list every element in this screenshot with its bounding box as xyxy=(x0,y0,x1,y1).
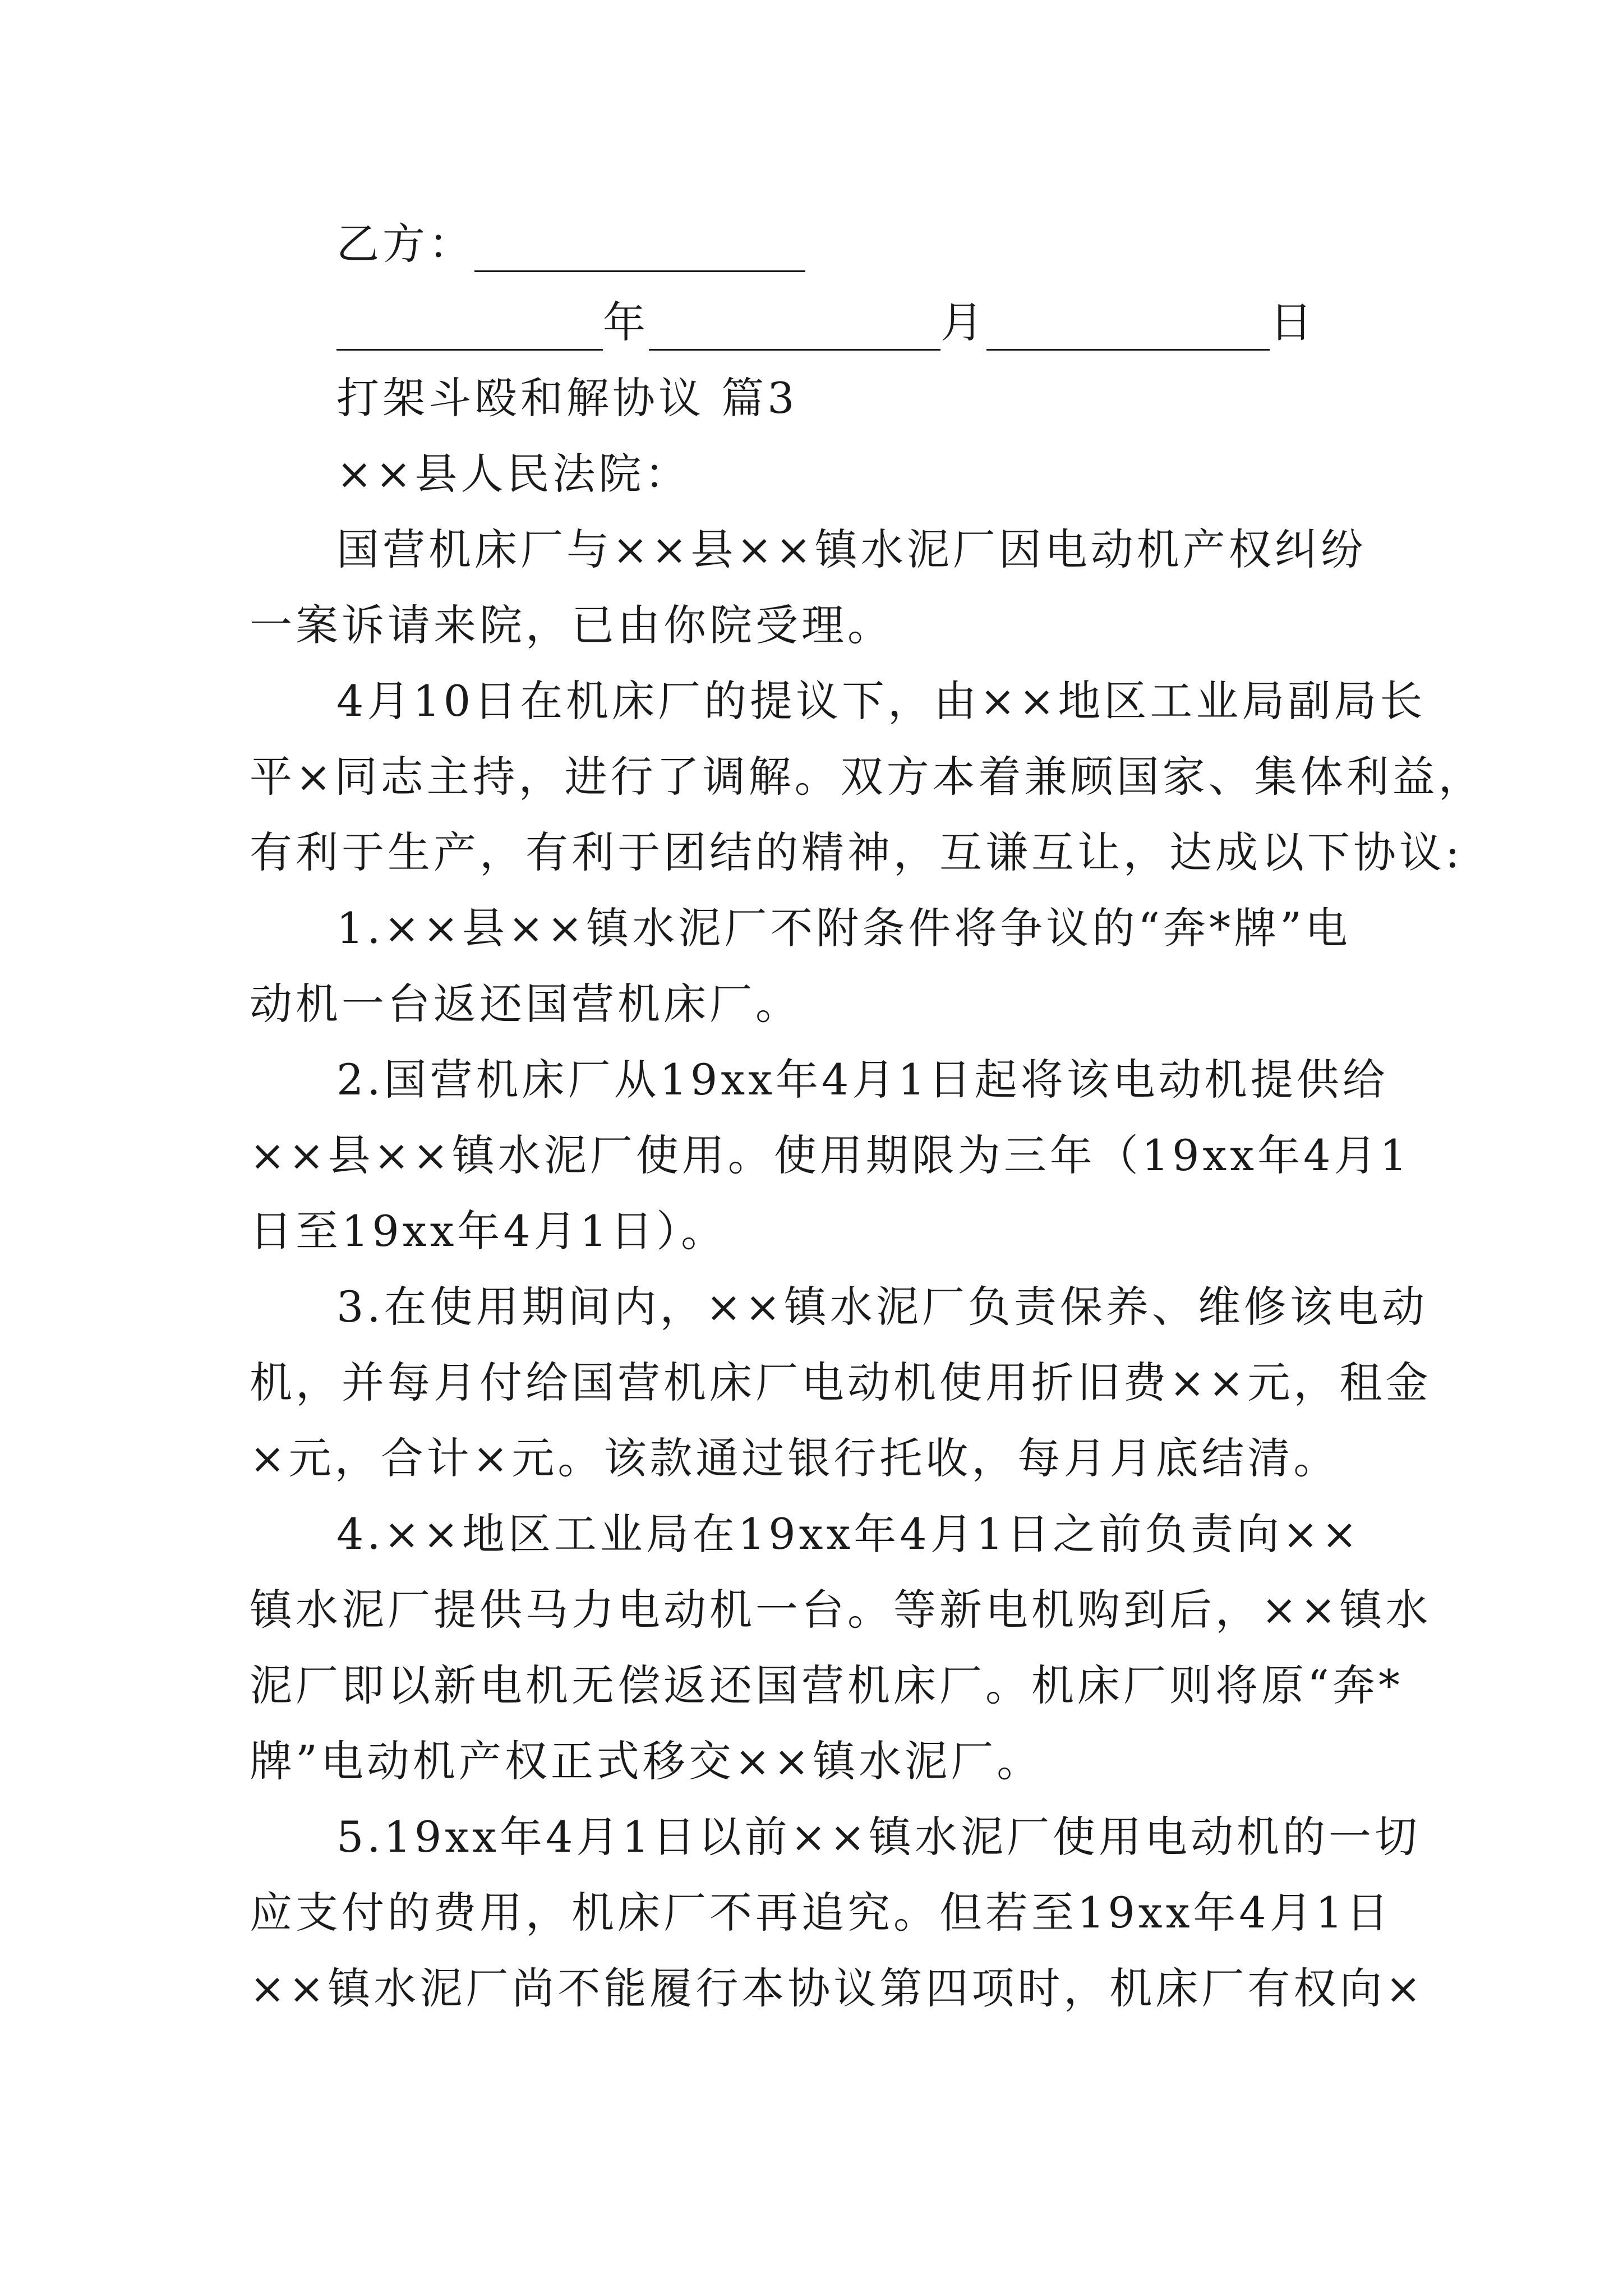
body-line: ×元，合计×元。该款通过银行托收，每月月底结清。 xyxy=(250,1433,1340,1483)
month-label: 月 xyxy=(940,297,986,347)
body-line: ××县××镇水泥厂使用。使用期限为三年（19xx年4月1 xyxy=(250,1130,1410,1180)
body-line: 5.19xx年4月1日以前××镇水泥厂使用电动机的一切 xyxy=(336,1812,1421,1862)
year-blank xyxy=(336,309,603,351)
body-line: 动机一台返还国营机床厂。 xyxy=(250,979,801,1029)
body-line: 日至19xx年4月1日）。 xyxy=(250,1206,727,1256)
document-title: 打架斗殴和解协议 篇3 xyxy=(336,373,798,423)
day-blank xyxy=(986,309,1270,351)
body-line: 2.国营机床厂从19xx年4月1日起将该电动机提供给 xyxy=(336,1055,1389,1105)
body-line: 牌”电动机产权正式移交××镇水泥厂。 xyxy=(250,1736,1043,1786)
party-b-label: 乙方： xyxy=(336,219,474,269)
body-line: 4.××地区工业局在19xx年4月1日之前负责向×× xyxy=(336,1509,1361,1559)
body-line: 平×同志主持，进行了调解。双方本着兼顾国家、集体利益， xyxy=(250,752,1484,802)
body-line: 一案诉请来院，已由你院受理。 xyxy=(250,600,893,650)
body-line: 3.在使用期间内，××镇水泥厂负责保养、维修该电动 xyxy=(336,1282,1428,1332)
body-line: 1.××县××镇水泥厂不附条件将争议的“奔*牌”电 xyxy=(336,903,1351,953)
body-line: 国营机床厂与××县××镇水泥厂因电动机产权纠纷 xyxy=(336,524,1367,574)
body-line: 4月10日在机床厂的提议下，由××地区工业局副局长 xyxy=(336,676,1426,726)
party-b-blank xyxy=(474,230,805,272)
day-label: 日 xyxy=(1270,297,1316,347)
month-blank xyxy=(649,309,940,351)
party-b-signature-line xyxy=(336,216,1394,272)
body-line: ××镇水泥厂尚不能履行本协议第四项时，机床厂有权向× xyxy=(250,1963,1425,2013)
body-line: 应支付的费用，机床厂不再追究。但若至19xx年4月1日 xyxy=(250,1888,1393,1938)
year-label: 年 xyxy=(603,297,649,347)
body-line: 泥厂即以新电机无偿返还国营机床厂。机床厂则将原“奔* xyxy=(250,1660,1403,1710)
body-line: 镇水泥厂提供马力电动机一台。等新电机购到后，××镇水 xyxy=(250,1585,1432,1635)
body-line: 机，并每月付给国营机床厂电动机使用折旧费××元，租金 xyxy=(250,1358,1432,1407)
date-line xyxy=(336,295,1394,351)
body-line: 有利于生产，有利于团结的精神，互谦互让，达成以下协议: xyxy=(250,827,1463,877)
addressee: ××县人民法院： xyxy=(336,449,691,499)
